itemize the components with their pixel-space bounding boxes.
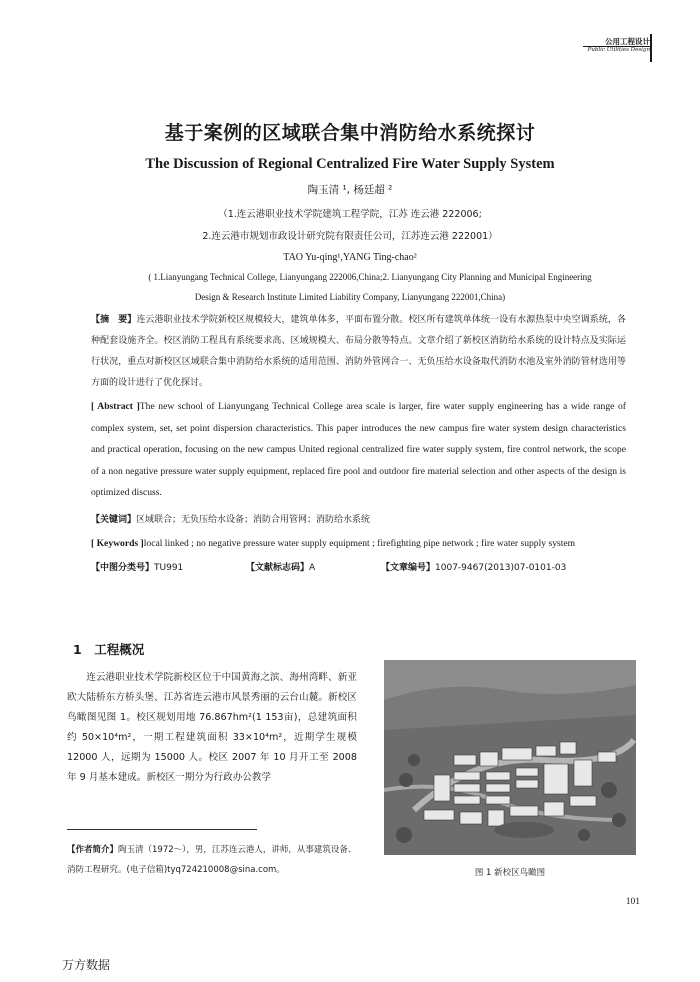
clc-label: 【中图分类号】 xyxy=(91,563,155,573)
abstract-cn-text: 连云港职业技术学院新校区规模较大，建筑单体多，平面布置分散。校区所有建筑单体统一设有水源热泵中央空调系统，各种配套设施齐全。校区消防工程具有系统要求高、区域规模大、布局分散等特点。文章介绍了新校区消防给水系统的设计特点及实际运行状况，重点对新校区区域联合集中消防给水系统的适用范围、消防外管网合一、无负压给水设备取代消防水池及室外消防管材选用等方面的设计进行了优化探讨。 xyxy=(91,315,626,388)
section-body: 连云港职业技术学院新校区位于中国黄海之滨、海州湾畔、新亚欧大陆桥东方桥头堡、江苏省连云港市风景秀丽的云台山麓。新校区鸟瞰图见图 1。校区规划用地 76.867hm²(1 153亩)，总建筑面积约 50×10⁴m²，一期工程建筑面积 33×10⁴m²，近期学生规模 12000 人，远期为 15000 人。校区 2007 年 10 月开工至 2008 年 9 月基本建成。新校区一期分为行政办公教学 xyxy=(67,672,357,783)
clc-value: TU991 xyxy=(154,563,184,573)
doc-label: 【文献标志码】 xyxy=(246,563,310,573)
article-number xyxy=(381,560,566,573)
footnote-rule xyxy=(67,829,257,830)
keywords-cn-label: 【关键词】 xyxy=(91,515,137,525)
doc-value: A xyxy=(309,563,316,573)
keywords-en-label: [ Keywords ] xyxy=(91,538,144,549)
footnote-text: 陶玉清（1972～），男，江苏连云港人，讲师，从事建筑设备、消防工程研究。(电子信箱)tyq724210008@sina.com。 xyxy=(67,845,357,875)
authors-en: TAO Yu-qing¹,YANG Ting-chao² xyxy=(283,252,417,263)
paper-title-en: The Discussion of Regional Centralized Fire Water Supply System xyxy=(145,156,555,172)
classification-row xyxy=(91,557,626,577)
keywords-cn xyxy=(91,510,626,531)
section-heading: 1 工程概况 xyxy=(73,642,145,657)
running-header-en: Public Utilities Design xyxy=(587,47,650,53)
abstract-en-text: The new school of Lianyungang Technical College area scale is larger, fire water supply engineering has a wide range of complex system, set, set point dispersion characteristics. This paper introduces the new campus fire water system design characteristics and practical operation, focusing on the new campus United regional centralized fire water supply system, fire control network, the scope of a non negative pressure water supply equipment, replaced fire pool and outdoor fire material selection and other aspects of the design is optimized discuss. xyxy=(91,401,626,498)
doc-code xyxy=(246,560,315,573)
abstract-cn xyxy=(91,310,626,394)
abstract-en xyxy=(91,396,626,504)
paper-title-cn: 基于案例的区域联合集中消防给水系统探讨 xyxy=(164,122,536,144)
authors-cn: 陶玉清 ¹, 杨廷超 ² xyxy=(307,184,393,196)
affiliation-cn-2: 2.连云港市规划市政设计研究院有限责任公司，江苏连云港 222001） xyxy=(202,231,498,242)
keywords-en xyxy=(91,533,626,554)
watermark: 万方数据 xyxy=(62,958,111,972)
author-footnote xyxy=(67,840,359,880)
affiliation-en-1: ( 1.Lianyungang Technical College, Lianyungang 222006,China;2. Lianyungang City Planning and Municipal Engineering xyxy=(148,272,592,282)
clc-code xyxy=(91,560,183,573)
footnote-label: 【作者简介】 xyxy=(67,845,119,855)
header-side-bar xyxy=(650,34,652,62)
aerial-campus-photo xyxy=(384,660,636,855)
affiliation-en-2: Design & Research Institute Limited Liability Company, Lianyungang 222001,China) xyxy=(194,292,506,302)
keywords-cn-text: 区域联合；无负压给水设备；消防合用管网；消防给水系统 xyxy=(136,515,371,525)
abstract-en-label: [ Abstract ] xyxy=(91,401,140,412)
affiliation-cn-1: （1.连云港职业技术学院建筑工程学院，江苏 连云港 222006; xyxy=(218,209,482,220)
abstract-cn-label: 【摘 要】 xyxy=(91,315,137,325)
running-header-cn: 公用工程设计 xyxy=(605,37,650,46)
page-number: 101 xyxy=(625,897,640,907)
figure-caption: 图 1 新校区鸟瞰图 xyxy=(474,868,546,878)
aerial-photo-illustration xyxy=(384,660,636,855)
keywords-en-text: local linked ; no negative pressure water supply equipment ; firefighting pipe network ; fire water supply system xyxy=(143,538,576,549)
article-number-label: 【文章编号】 xyxy=(381,563,436,573)
article-number-value: 1007-9467(2013)07-0101-03 xyxy=(435,563,567,573)
